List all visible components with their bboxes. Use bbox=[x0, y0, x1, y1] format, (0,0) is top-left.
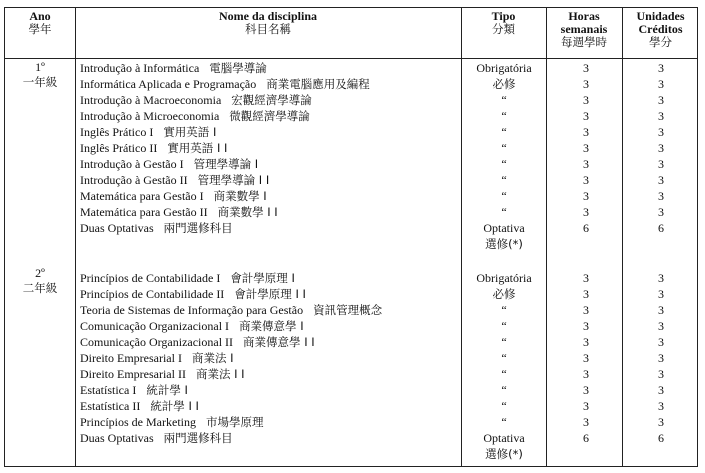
course-name-cn: 實用英語 I bbox=[163, 125, 217, 139]
header-credits: Unidades Créditos 學分 bbox=[636, 9, 685, 49]
table-row bbox=[5, 220, 697, 251]
course-type: “ bbox=[501, 383, 507, 397]
credits: 3 bbox=[658, 61, 664, 75]
course-name bbox=[80, 414, 460, 430]
credits: 3 bbox=[658, 399, 664, 413]
table-row bbox=[5, 172, 697, 188]
course-name bbox=[80, 124, 460, 140]
course-name-pt: Introdução à Macroeconomia bbox=[80, 93, 222, 107]
weekly-hours: 3 bbox=[583, 109, 589, 123]
course-type: “ bbox=[501, 141, 507, 155]
table-row bbox=[5, 92, 697, 108]
course-name bbox=[80, 60, 460, 76]
header-type: Tipo 分類 bbox=[491, 9, 516, 36]
weekly-hours: 3 bbox=[583, 335, 589, 349]
course-name-cn: 商業電腦應用及編程 bbox=[266, 77, 370, 91]
weekly-hours: 3 bbox=[583, 399, 589, 413]
credits: 3 bbox=[658, 287, 664, 301]
weekly-hours: 6 bbox=[583, 221, 589, 235]
course-name-cn: 商業傳意學 I I bbox=[243, 335, 315, 349]
course-name-pt: Comunicação Organizacional I bbox=[80, 319, 230, 333]
credits: 3 bbox=[658, 383, 664, 397]
credits: 6 bbox=[658, 431, 664, 445]
weekly-hours: 3 bbox=[583, 125, 589, 139]
course-name bbox=[80, 156, 460, 172]
table-row bbox=[5, 124, 697, 140]
table-row bbox=[5, 140, 697, 156]
course-name-pt: Direito Empresarial II bbox=[80, 367, 186, 381]
course-name-cn: 市場學原理 bbox=[205, 415, 264, 429]
table-row bbox=[5, 398, 697, 414]
course-type: “ bbox=[501, 399, 507, 413]
course-type: “ bbox=[501, 173, 507, 187]
course-name-pt: Introdução à Microeconomia bbox=[80, 109, 220, 123]
course-name-cn: 微觀經濟學導論 bbox=[229, 109, 310, 123]
course-name-pt: Inglês Prático I bbox=[80, 125, 154, 139]
course-name-cn: 商業法 I bbox=[191, 351, 234, 365]
course-type: “ bbox=[501, 415, 507, 429]
course-name bbox=[80, 220, 460, 236]
course-name-cn: 管理學導論 I I bbox=[197, 173, 270, 187]
header-hours: Horas semanais 每週學時 bbox=[560, 9, 608, 49]
year-label: 1º 一年級 bbox=[22, 60, 58, 89]
course-name-pt: Duas Optativas bbox=[80, 221, 154, 235]
course-name-pt: Introdução à Gestão II bbox=[80, 173, 188, 187]
course-type-cn: 選修(*) bbox=[485, 447, 523, 461]
course-name bbox=[80, 140, 460, 156]
course-name-pt: Estatística II bbox=[80, 399, 141, 413]
table-row bbox=[5, 382, 697, 398]
curriculum-table bbox=[4, 7, 698, 467]
weekly-hours: 3 bbox=[583, 173, 589, 187]
course-name-pt: Princípios de Contabilidade II bbox=[80, 287, 225, 301]
credits: 3 bbox=[658, 319, 664, 333]
course-type: “ bbox=[501, 205, 507, 219]
course-name-pt: Informática Aplicada e Programação bbox=[80, 77, 257, 91]
weekly-hours: 3 bbox=[583, 351, 589, 365]
credits: 3 bbox=[658, 303, 664, 317]
table-row bbox=[5, 414, 697, 430]
course-type: 必修 bbox=[492, 77, 516, 91]
course-type: “ bbox=[501, 125, 507, 139]
course-name bbox=[80, 188, 460, 204]
course-name-cn: 實用英語 I I bbox=[167, 141, 228, 155]
table-row bbox=[5, 286, 697, 302]
course-type: “ bbox=[501, 93, 507, 107]
course-type: “ bbox=[501, 319, 507, 333]
credits: 3 bbox=[658, 271, 664, 285]
course-name-pt: Princípios de Contabilidade I bbox=[80, 271, 221, 285]
header-name: Nome da disciplina 科目名稱 bbox=[218, 9, 317, 36]
course-type: 必修 bbox=[492, 287, 516, 301]
weekly-hours: 3 bbox=[583, 271, 589, 285]
credits: 3 bbox=[658, 109, 664, 123]
course-name-pt: Introdução à Gestão I bbox=[80, 157, 184, 171]
credits: 3 bbox=[658, 141, 664, 155]
weekly-hours: 3 bbox=[583, 93, 589, 107]
table-row bbox=[5, 108, 697, 124]
course-name bbox=[80, 108, 460, 124]
table-row bbox=[5, 270, 697, 286]
course-type-cn: 選修(*) bbox=[485, 237, 523, 251]
course-name-cn: 宏觀經濟學導論 bbox=[231, 93, 312, 107]
header-year: Ano 學年 bbox=[28, 9, 52, 36]
course-name bbox=[80, 350, 460, 366]
course-name-cn: 商業法 I I bbox=[195, 367, 245, 381]
credits: 3 bbox=[658, 335, 664, 349]
credits: 3 bbox=[658, 93, 664, 107]
course-name bbox=[80, 318, 460, 334]
weekly-hours: 3 bbox=[583, 287, 589, 301]
table-row bbox=[5, 60, 697, 76]
course-name-cn: 商業傳意學 I bbox=[239, 319, 304, 333]
course-name-cn: 商業數學 I bbox=[213, 189, 267, 203]
credits: 3 bbox=[658, 125, 664, 139]
weekly-hours: 3 bbox=[583, 157, 589, 171]
course-name bbox=[80, 302, 460, 318]
table-row bbox=[5, 318, 697, 334]
course-name-cn: 管理學導論 I bbox=[193, 157, 259, 171]
course-name-pt: Direito Empresarial I bbox=[80, 351, 182, 365]
course-name bbox=[80, 76, 460, 92]
credits: 3 bbox=[658, 77, 664, 91]
course-type: Obrigatória bbox=[476, 61, 532, 75]
course-type: “ bbox=[501, 367, 507, 381]
course-name-pt: Princípios de Marketing bbox=[80, 415, 196, 429]
course-name bbox=[80, 398, 460, 414]
course-type: “ bbox=[501, 157, 507, 171]
course-name bbox=[80, 172, 460, 188]
course-name bbox=[80, 270, 460, 286]
course-type: Optativa bbox=[483, 221, 525, 235]
table-row bbox=[5, 76, 697, 92]
course-name bbox=[80, 92, 460, 108]
weekly-hours: 6 bbox=[583, 431, 589, 445]
weekly-hours: 3 bbox=[583, 383, 589, 397]
credits: 3 bbox=[658, 367, 664, 381]
course-name bbox=[80, 382, 460, 398]
course-name-cn: 電腦學導論 bbox=[209, 61, 267, 75]
header-divider bbox=[5, 58, 697, 59]
weekly-hours: 3 bbox=[583, 61, 589, 75]
course-name-cn: 資訊管理概念 bbox=[313, 303, 383, 317]
course-type: Obrigatória bbox=[476, 271, 532, 285]
course-name-cn: 統計學 I bbox=[146, 383, 188, 397]
course-name-pt: Duas Optativas bbox=[80, 431, 154, 445]
course-name-cn: 商業數學 I I bbox=[217, 205, 278, 219]
weekly-hours: 3 bbox=[583, 141, 589, 155]
course-name-pt: Comunicação Organizacional II bbox=[80, 335, 234, 349]
credits: 3 bbox=[658, 173, 664, 187]
weekly-hours: 3 bbox=[583, 319, 589, 333]
credits: 3 bbox=[658, 189, 664, 203]
course-name-cn: 會計學原理 I bbox=[230, 271, 295, 285]
credits: 3 bbox=[658, 351, 664, 365]
course-type: “ bbox=[501, 335, 507, 349]
course-type: “ bbox=[501, 189, 507, 203]
course-name-pt: Matemática para Gestão I bbox=[80, 189, 204, 203]
table-row bbox=[5, 302, 697, 318]
credits: 3 bbox=[658, 415, 664, 429]
course-name-cn: 統計學 I I bbox=[150, 399, 199, 413]
course-name-cn: 兩門選修科目 bbox=[163, 431, 233, 445]
table-row bbox=[5, 188, 697, 204]
weekly-hours: 3 bbox=[583, 189, 589, 203]
credits: 6 bbox=[658, 221, 664, 235]
course-name-pt: Teoria de Sistemas de Informação para Gestão bbox=[80, 303, 304, 317]
course-name-pt: Inglês Prático II bbox=[80, 141, 158, 155]
course-type: Optativa bbox=[483, 431, 525, 445]
course-name bbox=[80, 204, 460, 220]
course-name bbox=[80, 366, 460, 382]
table-row bbox=[5, 366, 697, 382]
course-name-cn: 兩門選修科目 bbox=[163, 221, 233, 235]
course-name-pt: Estatística I bbox=[80, 383, 137, 397]
year-label: 2º 二年級 bbox=[22, 266, 58, 295]
credits: 3 bbox=[658, 205, 664, 219]
weekly-hours: 3 bbox=[583, 303, 589, 317]
weekly-hours: 3 bbox=[583, 205, 589, 219]
course-name bbox=[80, 286, 460, 302]
weekly-hours: 3 bbox=[583, 77, 589, 91]
table-row bbox=[5, 334, 697, 350]
table-row bbox=[5, 430, 697, 461]
course-name bbox=[80, 334, 460, 350]
course-type: “ bbox=[501, 109, 507, 123]
course-type: “ bbox=[501, 351, 507, 365]
course-name-pt: Introdução à Informática bbox=[80, 61, 200, 75]
course-name bbox=[80, 430, 460, 446]
course-name-pt: Matemática para Gestão II bbox=[80, 205, 208, 219]
course-name-cn: 會計學原理 I I bbox=[234, 287, 306, 301]
table-row bbox=[5, 156, 697, 172]
table-row bbox=[5, 204, 697, 220]
credits: 3 bbox=[658, 157, 664, 171]
course-type: “ bbox=[501, 303, 507, 317]
weekly-hours: 3 bbox=[583, 367, 589, 381]
table-row bbox=[5, 350, 697, 366]
weekly-hours: 3 bbox=[583, 415, 589, 429]
